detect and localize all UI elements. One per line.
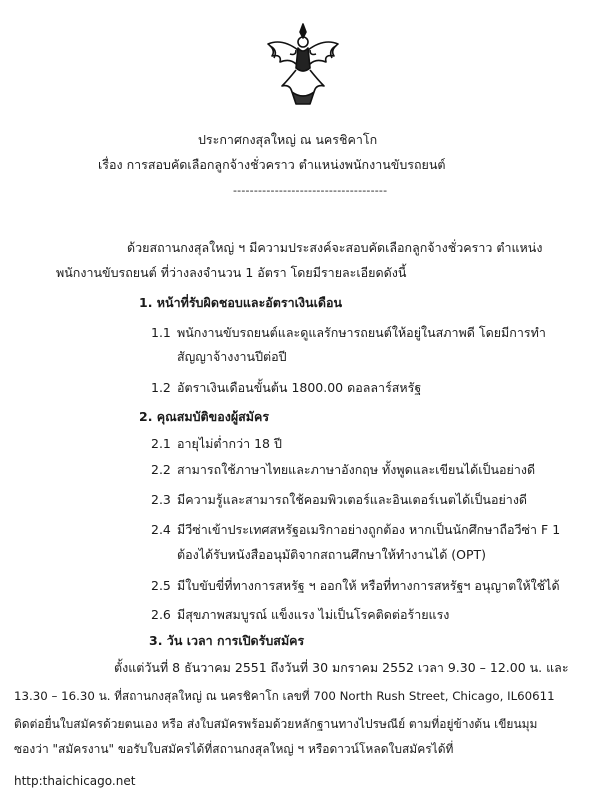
section-3-line-4: ซองว่า "สมัครงาน" ขอรับใบสมัครได้ที่สถานกงสุลใหญ่ ฯ หรือดาวน์โหลดใบสมัครได้ที่ bbox=[14, 742, 454, 756]
section-3-line-1: ตั้งแต่วันที่ 8 ธันวาคม 2551 ถึงวันที่ 30 มกราคม 2552 เวลา 9.30 – 12.00 น. และ bbox=[114, 660, 569, 675]
item-2-2-text: สามารถใช้ภาษาไทยและภาษาอังกฤษ ทั้งพูดและเขียนได้เป็นอย่างดี bbox=[177, 462, 536, 477]
item-1-1-number: 1.1 bbox=[151, 325, 171, 340]
item-2-3-number: 2.3 bbox=[151, 492, 171, 507]
section-3-line-2: 13.30 – 16.30 น. ที่สถานกงสุลใหญ่ ณ นครชิคาโก เลขที่ 700 North Rush Street, Chicago, IL60611 bbox=[14, 689, 555, 703]
item-2-4-text-cont: ต้องได้รับหนังสืออนุมัติจากสถานศึกษาให้ทำงานได้ (OPT) bbox=[177, 547, 487, 562]
section-3-heading: 3. วัน เวลา การเปิดรับสมัคร bbox=[149, 633, 305, 648]
item-2-5-text: มีใบขับขี่ที่ทางการสหรัฐ ฯ ออกให้ หรือที่ทางการสหรัฐฯ อนุญาตให้ใช้ได้ bbox=[177, 578, 560, 593]
item-2-1-text: อายุไม่ต่ำกว่า 18 ปี bbox=[177, 436, 282, 451]
download-url: http:thaichicago.net bbox=[14, 774, 136, 788]
item-2-4-text: มีวีซ่าเข้าประเทศสหรัฐอเมริกาอย่างถูกต้อง หากเป็นนักศึกษาถือวีซ่า F 1 bbox=[177, 522, 561, 537]
intro-line-2: พนักงานขับรถยนต์ ที่ว่างลงจำนวน 1 อัตรา โดยมีรายละเอียดดังนี้ bbox=[56, 265, 407, 280]
section-1-heading: 1. หน้าที่รับผิดชอบและอัตราเงินเดือน bbox=[139, 295, 343, 310]
item-2-1-number: 2.1 bbox=[151, 436, 171, 451]
item-1-2-text: อัตราเงินเดือนขั้นต้น 1800.00 ดอลลาร์สหรัฐ bbox=[177, 380, 422, 395]
intro-line-1: ด้วยสถานกงสุลใหญ่ ฯ มีความประสงค์จะสอบคัดเลือกลูกจ้างชั่วคราว ตำแหน่ง bbox=[127, 240, 543, 255]
document-subject: เรื่อง การสอบคัดเลือกลูกจ้างชั่วคราว ตำแหน่งพนักงานขับรถยนต์ bbox=[98, 157, 446, 172]
item-1-2-number: 1.2 bbox=[151, 380, 171, 395]
garuda-emblem bbox=[262, 20, 344, 106]
item-2-3-text: มีความรู้และสามารถใช้คอมพิวเตอร์และอินเตอร์เนตได้เป็นอย่างดี bbox=[177, 492, 528, 507]
item-2-5-number: 2.5 bbox=[151, 578, 171, 593]
document-title: ประกาศกงสุลใหญ่ ณ นครชิคาโก bbox=[198, 132, 378, 147]
item-1-1-text: พนักงานขับรถยนต์และดูแลรักษารถยนต์ให้อยู่ในสภาพดี โดยมีการทำ bbox=[177, 325, 546, 340]
item-2-2-number: 2.2 bbox=[151, 462, 171, 477]
item-2-6-number: 2.6 bbox=[151, 607, 171, 622]
section-3-line-3: ติดต่อยื่นใบสมัครด้วยตนเอง หรือ ส่งใบสมัครพร้อมด้วยหลักฐานทางไปรษณีย์ ตามที่อยู่ข้างต้น เขียนมุม bbox=[14, 717, 538, 731]
item-2-6-text: มีสุขภาพสมบูรณ์ แข็งแรง ไม่เป็นโรคติดต่อร้ายแรง bbox=[177, 607, 450, 622]
section-2-heading: 2. คุณสมบัติของผู้สมัคร bbox=[139, 409, 270, 424]
item-2-4-number: 2.4 bbox=[151, 522, 171, 537]
item-1-1-text-cont: สัญญาจ้างงานปีต่อปี bbox=[177, 349, 287, 364]
title-divider: ------------------------------------- bbox=[233, 184, 388, 197]
